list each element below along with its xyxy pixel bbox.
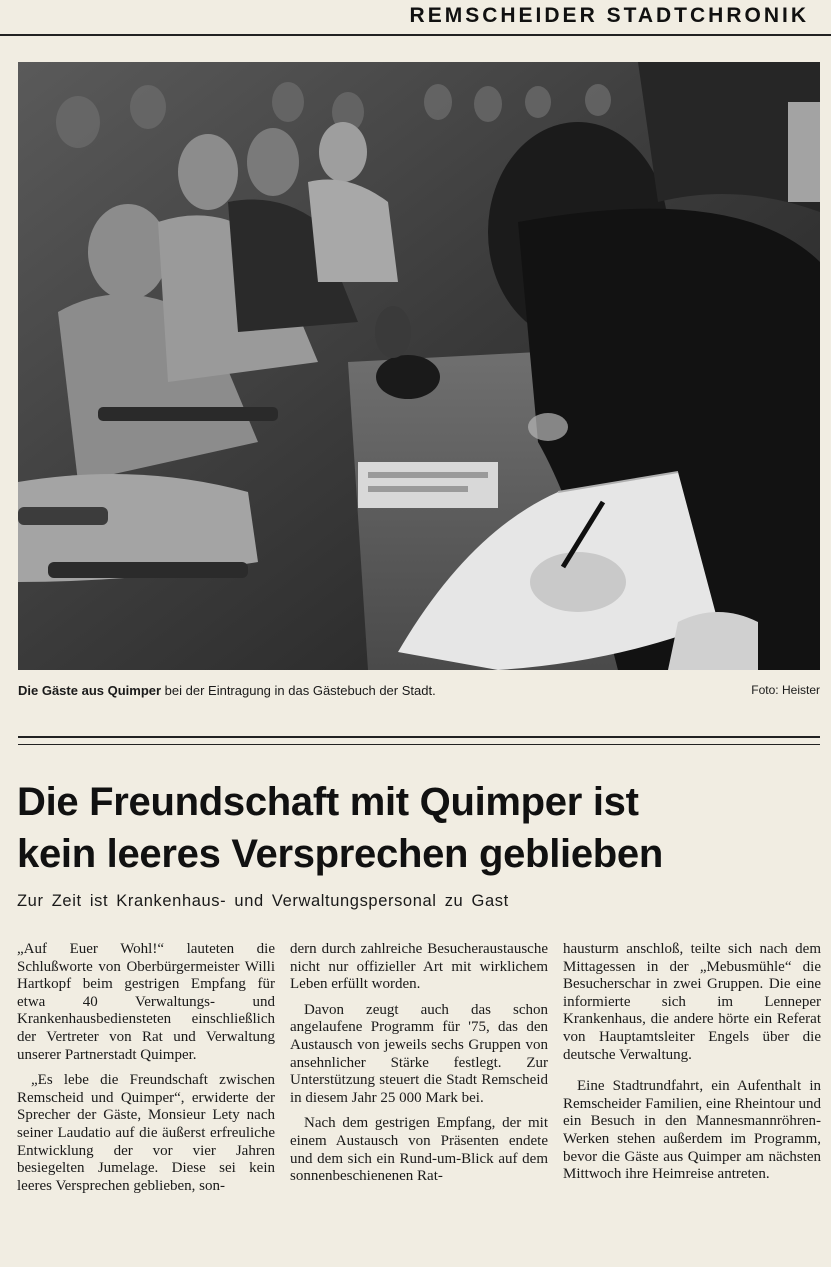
article-column-3 bbox=[563, 941, 821, 1192]
paragraph: „Auf Euer Wohl!“ lauteten die Schlußworte von Oberbürgermeister Willi Hartkopf beim gestrigen Empfang für etwa 40 Verwaltungs- und Krankenhausbediensteten einschließlich der Vertreter von Rat und Verwaltung unserer Partnerstadt Quimper. bbox=[17, 941, 275, 1063]
paragraph: Davon zeugt auch das schon angelaufene Programm für '75, das den Austausch von jeweils sechs Gruppen von ansehnlicher Stärke festlegt. Zur Unterstützung steuert die Stadt Remscheid in diesem Jahr 25 000 Mark bei. bbox=[290, 1001, 548, 1106]
caption-lead: Die Gäste aus Quimper bbox=[18, 683, 162, 698]
photo-caption bbox=[18, 681, 820, 701]
caption-rest: bei der Eintragung in das Gästebuch der Stadt. bbox=[161, 683, 436, 698]
section-divider bbox=[18, 736, 820, 745]
headline bbox=[17, 776, 827, 880]
headline-line-1: Die Freundschaft mit Quimper ist bbox=[17, 780, 639, 824]
subheadline: Zur Zeit ist Krankenhaus- und Verwaltungspersonal zu Gast bbox=[17, 892, 509, 910]
article-column-1 bbox=[17, 941, 275, 1203]
headline-line-2: kein leeres Versprechen geblieben bbox=[17, 832, 663, 876]
section-header bbox=[0, 0, 831, 36]
article-column-2 bbox=[290, 941, 548, 1194]
section-name: REMSCHEIDER STADTCHRONIK bbox=[409, 4, 809, 27]
photo-credit: Foto: Heister bbox=[751, 683, 820, 697]
paragraph: hausturm anschloß, teilte sich nach dem Mittagessen in der „Mebusmühle“ die Besucherschar in zwei Gruppen. Die eine informierte sich im Lenneper Krankenhaus, die andere hörte ein Referat von Hauptamtsleiter Engels über die deutsche Verwaltung. bbox=[563, 941, 821, 1063]
paragraph: Nach dem gestrigen Empfang, der mit einem Austausch von Präsenten endete und dem sich ein Rund-um-Blick auf dem sonnenbeschienenen Rat- bbox=[290, 1115, 548, 1185]
caption-text bbox=[18, 683, 436, 698]
photo-guests-signing-guestbook bbox=[18, 62, 820, 670]
photo-illustration bbox=[18, 62, 820, 670]
paragraph: „Es lebe die Freundschaft zwischen Remscheid und Quimper“, erwiderte der Sprecher der Gäste, Monsieur Lety nach seiner Laudatio auf die äußerst erfreuliche Entwicklung der vor vier Jahren besiegelten Jumelage. Diese sei kein leeres Versprechen geblieben, son- bbox=[17, 1072, 275, 1194]
paragraph: dern durch zahlreiche Besucheraustausche nicht nur offizieller Art mit wirklichem Leben erfüllt worden. bbox=[290, 941, 548, 993]
paragraph: Eine Stadtrundfahrt, ein Aufenthalt in Remscheider Familien, eine Rheintour und ein Besuch in den Mannesmannröhren-Werken stehen außerdem im Programm, bevor die Gäste aus Quimper am nächsten Mittwoch ihre Heimreise antreten. bbox=[563, 1078, 821, 1183]
